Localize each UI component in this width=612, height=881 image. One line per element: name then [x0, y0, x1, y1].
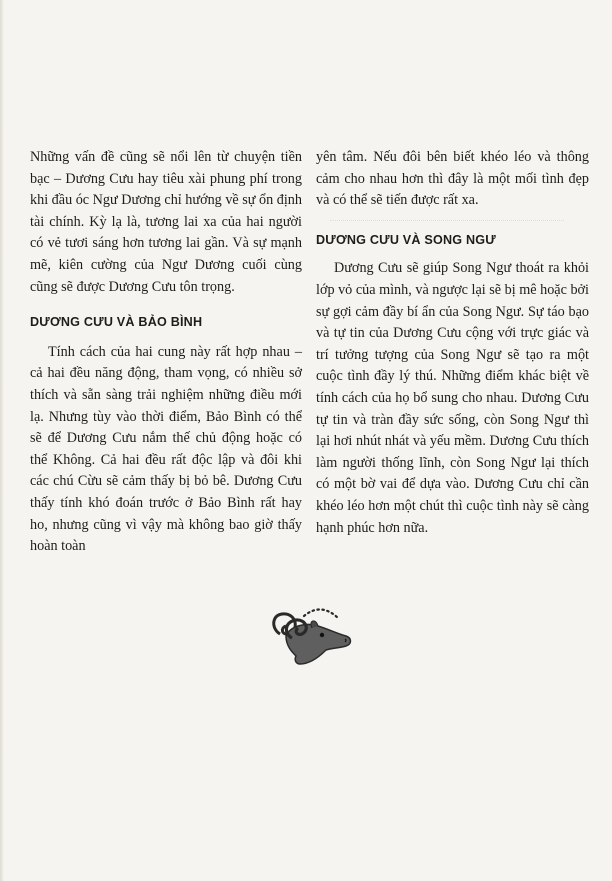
section-paragraph-song-ngu: Dương Cưu sẽ giúp Song Ngư thoát ra khỏi lớp vỏ của mình, và ngược lại sẽ bị mê hoặc bởi sự gợi cảm đầy bí ẩn của Song Ngư. Sự táo bạo và tự tin của Dương Cưu cộng với trực giác và trí tưởng tượng của Song Ngư sẽ tạo ra một cuộc tình đầy lý thú. Những điểm khác biệt về tính cách của họ bổ sung cho nhau. Dương Cưu tự tin và tràn đầy sức sống, còn Song Ngư thì lại hơi nhút nhát và yếu mềm. Dương Cưu thích làm người thống lĩnh, còn Song Ngư lại thích có một bờ vai để dựa vào. Dương Cưu chỉ cần khéo léo hơn một chút thì cuộc tình này sẽ càng hạnh phúc hơn nữa.: [316, 260, 589, 536]
section-paragraph-bao-binh: Tính cách của hai cung này rất hợp nhau – cả hai đều năng động, tham vọng, có nhiều sở thích và sẵn sàng trải nghiệm những điều mới lạ. Nhưng tùy vào thời điểm, Bảo Bình có thể sẽ để Dương Cưu nắm thế chủ động hoặc có thể Không. Cả hai đều rất độc lập và đôi khi các chú Cừu sẽ cảm thấy bị bỏ bê. Dương Cưu thấy tính khó đoán trước ở Bảo Bình rất hay ho, nhưng cũng vì vậy mà không bao giờ thấy hoàn toàn: [30, 343, 302, 555]
section-heading-song-ngu: DƯƠNG CƯU VÀ SONG NGƯ: [316, 232, 496, 247]
right-column: [316, 147, 589, 539]
continuation-paragraph: yên tâm. Nếu đôi bên biết khéo léo và thông cảm cho nhau hơn thì đây là một mối tình đẹp và có thể sẽ tiến được rất xa.: [316, 149, 589, 209]
intro-paragraph: Những vấn đề cũng sẽ nổi lên từ chuyện tiền bạc – Dương Cưu hay tiêu xài phung phí trong khi đầu óc Ngư Dương chỉ hướng về sự ổn định tài chính. Kỳ lạ là, tương lai xa của hai người có vẻ tươi sáng hơn tương lai gần. Và sự mạnh mẽ, kiên cường của Ngư Dương cuối cùng cũng sẽ được Dương Cưu tôn trọng.: [30, 149, 302, 295]
page-edge-shadow: [0, 0, 4, 881]
aries-ram-head-icon: [266, 604, 356, 674]
section-heading-bao-binh: DƯƠNG CƯU VÀ BẢO BÌNH: [30, 315, 203, 330]
left-column: [30, 147, 302, 558]
